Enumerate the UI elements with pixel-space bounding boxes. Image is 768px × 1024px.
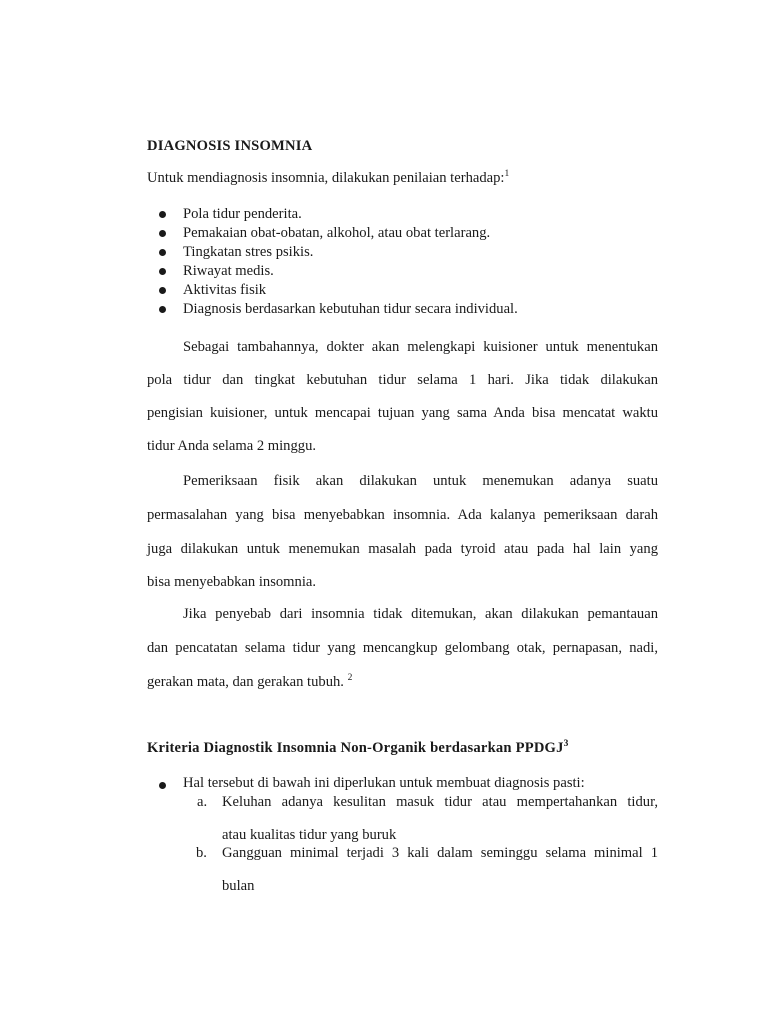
criteria-line: atau kualitas tidur yang buruk: [222, 827, 397, 843]
list-item: Pola tidur penderita.: [148, 205, 518, 224]
paragraph-line: bisa menyebabkan insomnia.: [147, 574, 317, 590]
bullet-icon: [159, 249, 166, 256]
criteria-line: Gangguan minimal terjadi 3 kali dalam seminggu selama minimal 1: [222, 845, 658, 861]
paragraph-line: pola tidur dan tingkat kebutuhan tidur selama 1 hari. Jika tidak dilakukan: [147, 372, 658, 388]
section-title-diagnosis-insomnia: DIAGNOSIS INSOMNIA: [147, 138, 313, 154]
paragraph-line: Jika penyebab dari insomnia tidak ditemukan, akan dilakukan pemantauan: [183, 606, 658, 622]
footnote-ref-2: 2: [347, 673, 353, 683]
item-label-b: b.: [196, 845, 207, 861]
footnote-ref-3: 3: [563, 739, 569, 749]
paragraph-line: gerakan mata, dan gerakan tubuh. $^2$: [147, 673, 353, 690]
bullet-icon: [159, 782, 166, 789]
footnote-ref-1: 1: [504, 169, 510, 179]
paragraph-line: tidur Anda selama 2 minggu.: [147, 438, 317, 454]
list-item: Tingkatan stres psikis.: [148, 243, 518, 262]
list-item: Diagnosis berdasarkan kebutuhan tidur secara individual.: [148, 300, 518, 319]
list-item: Pemakaian obat-obatan, alkohol, atau obat terlarang.: [148, 224, 518, 243]
bullet-icon: [159, 268, 166, 275]
bullet-icon: [159, 230, 166, 237]
item-label-a: a.: [197, 794, 208, 810]
criteria-line: bulan: [222, 878, 255, 894]
list-item: Aktivitas fisik: [148, 281, 518, 300]
paragraph-line: Pemeriksaan fisik akan dilakukan untuk menemukan adanya suatu: [183, 473, 658, 489]
section-title-kriteria-diagnostik: Kriteria Diagnostik Insomnia Non-Organik berdasarkan PPDGJ$^3$: [147, 739, 569, 756]
list-item: Riwayat medis.: [148, 262, 518, 281]
bullet-icon: [159, 211, 166, 218]
intro-text: Untuk mendiagnosis insomnia, dilakukan penilaian terhadap:$^1$: [147, 169, 510, 186]
paragraph-line: juga dilakukan untuk menemukan masalah pada tyroid atau pada hal lain yang: [147, 541, 658, 557]
bullet-icon: [159, 287, 166, 294]
paragraph-line: permasalahan yang bisa menyebabkan insomnia. Ada kalanya pemeriksaan darah: [147, 507, 658, 523]
assessment-bullet-list: [148, 205, 518, 319]
criteria-intro: Hal tersebut di bawah ini diperlukan untuk membuat diagnosis pasti:: [183, 775, 585, 791]
paragraph-line: Sebagai tambahannya, dokter akan melengkapi kuisioner untuk menentukan: [183, 339, 658, 355]
bullet-icon: [159, 306, 166, 313]
criteria-line: Keluhan adanya kesulitan masuk tidur atau mempertahankan tidur,: [222, 794, 658, 810]
paragraph-line: pengisian kuisioner, untuk mencapai tujuan yang sama Anda bisa mencatat waktu: [147, 405, 658, 421]
paragraph-line: dan pencatatan selama tidur yang mencangkup gelombang otak, pernapasan, nadi,: [147, 640, 658, 656]
